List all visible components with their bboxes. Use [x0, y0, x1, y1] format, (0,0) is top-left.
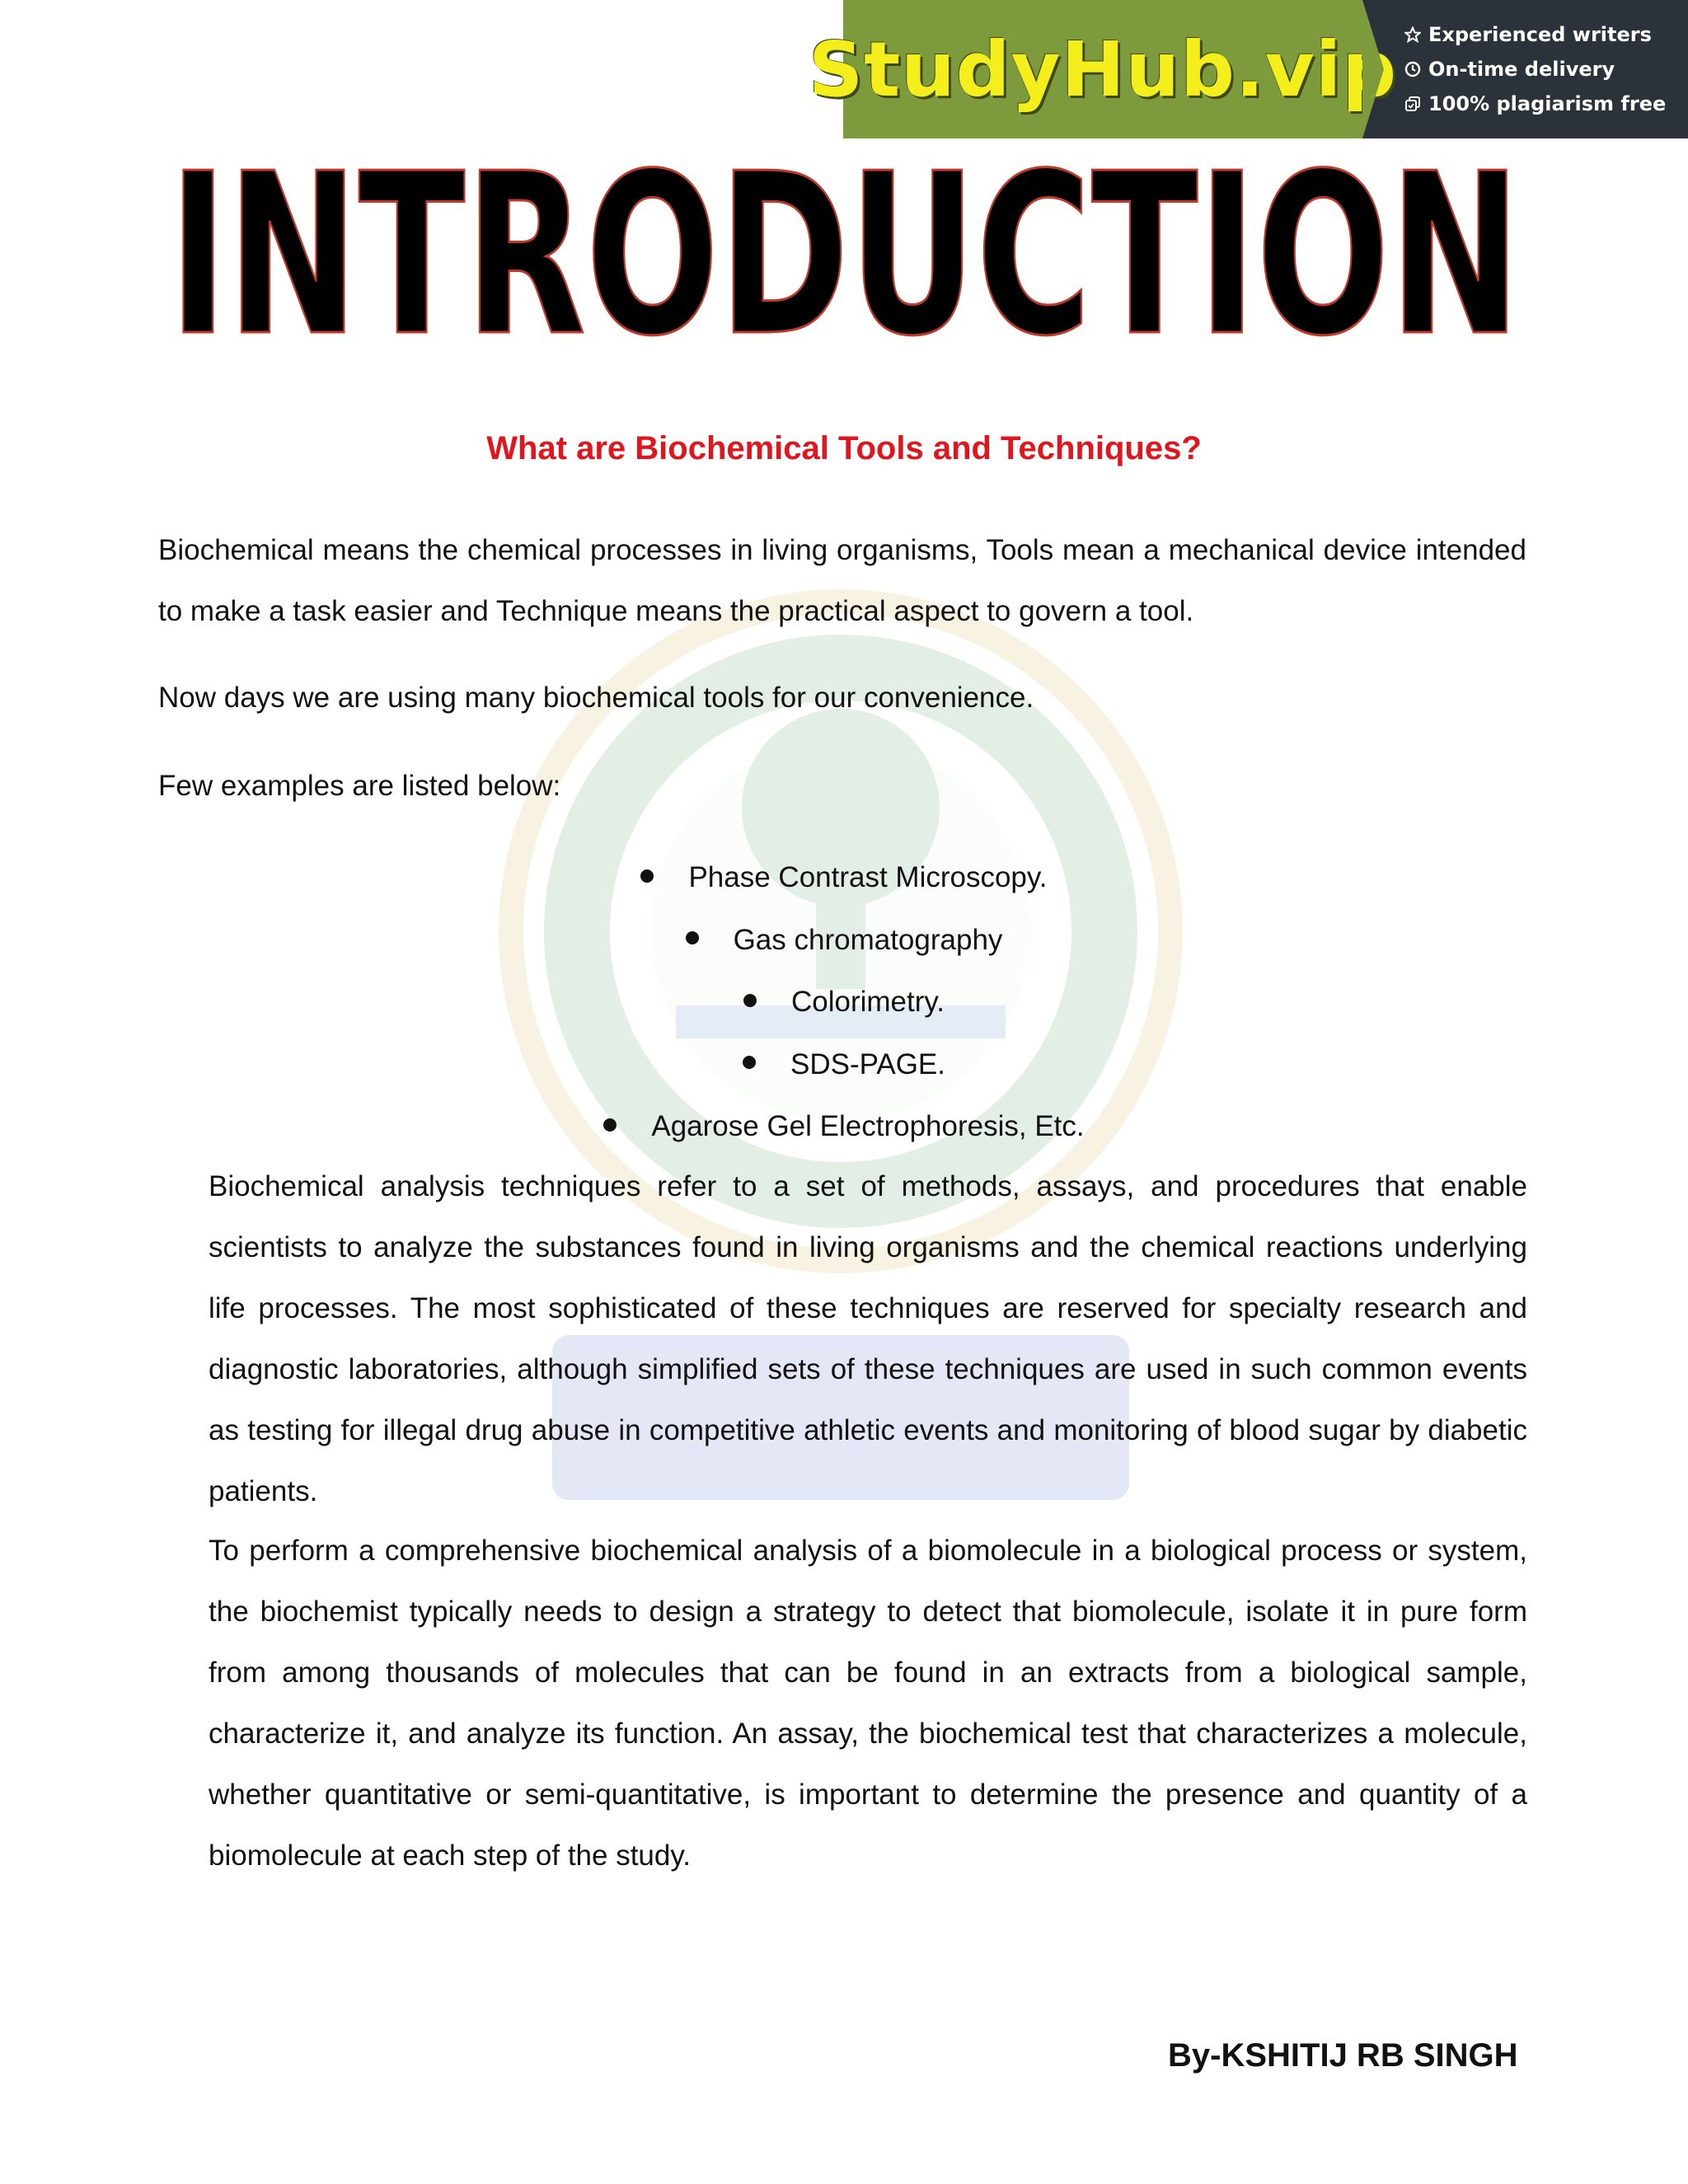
star-icon: [1404, 26, 1422, 44]
feature-plagiarism-free: [1404, 90, 1688, 118]
feature-label: Experienced writers: [1428, 23, 1652, 46]
analysis-paragraph: Biochemical analysis techniques refer to a set of methods, assays, and procedures that enable scientists to analyze the substances found in living organisms and the chemical reactions underlying life processes. The most sophisticated of these techniques are reserved for specialty research and diagnostic laboratories, although simplified sets of these techniques are used in such common events as testing for illegal drug abuse in competitive athletic events and monitoring of blood sugar by diabetic patients.: [209, 1170, 1527, 1507]
examples-list: [0, 846, 1688, 1158]
brand-name: StudyHub.vip: [808, 25, 1398, 114]
feature-on-time-delivery: [1404, 55, 1688, 83]
bullet-icon: [640, 869, 654, 883]
feature-label: 100% plagiarism free: [1428, 92, 1667, 115]
page-title-text: INTRODUCTION: [169, 125, 1521, 385]
feature-label: On-time delivery: [1428, 58, 1615, 81]
strategy-paragraph: To perform a comprehensive biochemical analysis of a biomolecule in a biological process or system, the biochemist typically needs to design a strategy to detect that biomolecule, isolate it in pure form from among thousands of molecules that can be found in an extracts from a biological sample, characterize it, and analyze its function. An assay, the biochemical test that characterizes a molecule, whether quantitative or semi-quantitative, is important to determine the presence and quantity of a biomolecule at each step of the study.: [209, 1535, 1527, 1872]
list-item: Colorimetry.: [0, 971, 1688, 1033]
clock-icon: [1404, 60, 1422, 78]
author-credit: By-KSHITIJ RB SINGH: [1168, 2037, 1518, 2074]
banner-features: [1362, 0, 1688, 138]
bullet-icon: [686, 931, 699, 944]
bullet-icon: [603, 1118, 617, 1132]
studyhub-banner[interactable]: [808, 0, 1688, 138]
list-item: Agarose Gel Electrophoresis, Etc.: [0, 1095, 1688, 1158]
usage-paragraph: Now days we are using many biochemical tools for our convenience.: [158, 682, 1034, 714]
bullet-icon: [743, 1056, 756, 1069]
list-item: SDS-PAGE.: [0, 1033, 1688, 1096]
examples-intro: Few examples are listed below:: [158, 770, 561, 802]
copy-icon: [1404, 95, 1422, 113]
bullet-icon: [743, 994, 757, 1007]
page-title: [165, 125, 1525, 385]
definition-paragraph: Biochemical means the chemical processes in living organisms, Tools mean a mechanical device intended to make a task easier and Technique means the practical aspect to govern a tool.: [158, 534, 1526, 627]
studyhub-logo[interactable]: [808, 0, 1398, 138]
list-item: Phase Contrast Microscopy.: [0, 846, 1688, 909]
list-item: Gas chromatography: [0, 909, 1688, 972]
section-heading: What are Biochemical Tools and Techniques?: [486, 430, 1202, 466]
feature-experienced-writers: [1404, 21, 1688, 49]
